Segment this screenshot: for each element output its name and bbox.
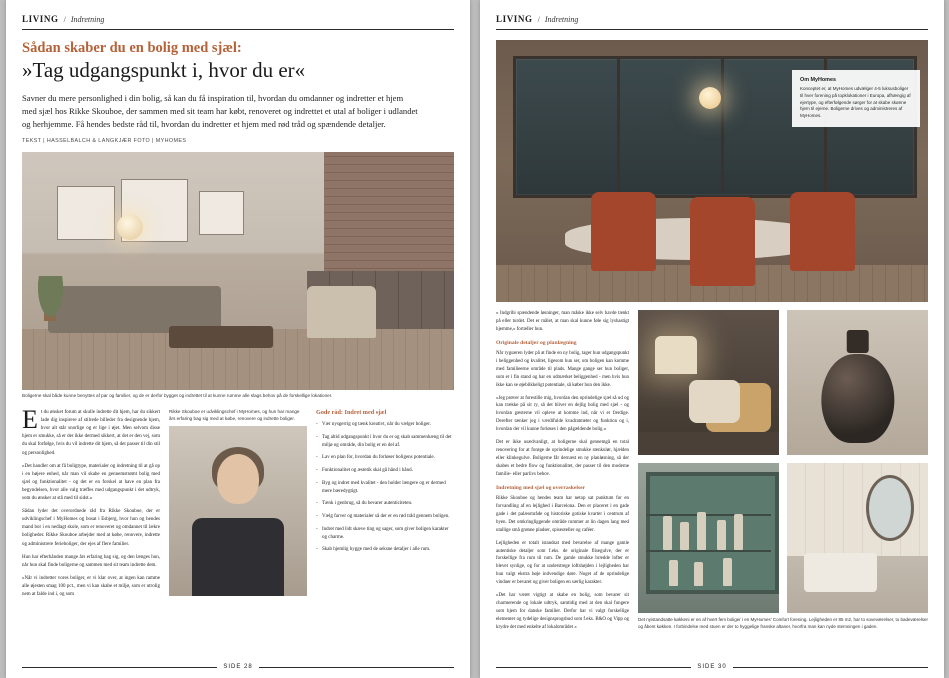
photo-bar-cabinet <box>638 463 779 613</box>
right-columns <box>496 310 928 637</box>
window-mullion-2 <box>721 56 724 192</box>
bottle <box>680 522 689 550</box>
vase-scene <box>787 310 928 455</box>
bottle <box>717 520 726 550</box>
list-item: - Skab hjemlig hygge med de seksne detaljer i alle rum. <box>316 546 454 554</box>
lead-paragraph: » Indgribi spændende løsninger, man måske ikke selv havde tænkt på eller turdet. Det er målet, at man skal kunne føle sig lyshastigt hjemme,« fortæller hun. <box>496 311 629 332</box>
folio-rule-right <box>733 667 928 668</box>
photo-bathroom <box>787 463 928 613</box>
list-item: - Indret med lidt skæve ting og sager, som giver boligen karakter og charme. <box>316 526 454 542</box>
glass <box>694 562 703 586</box>
body-paragraph: Det er ikke usædvanligt, at boligerne skal gennemgå en total renovering for at forøge de oprindelige smukke stenkulør, hjælden eller klinkegulve. Boligerne får dernæst en ny planløsning, så der skabes et bedre flow og funktionalitet, der passer til den moderne familie- eller parlivs behov. <box>496 440 629 477</box>
sink-unit <box>804 553 877 592</box>
bottle <box>697 512 706 550</box>
bedroom-scene <box>638 310 779 455</box>
list-item: - Funktionalitet og æstetik skal gå hånd i hånd. <box>316 467 454 475</box>
glass <box>669 560 678 586</box>
folio-rule-right <box>259 667 454 668</box>
list-item: - Tænk i genbrug, så du bevarer autenticiteten. <box>316 500 454 508</box>
photo-grid <box>638 310 928 613</box>
list-item: - Byg og indret med kvalitet - den holder længere og er dermed mere bæredygtigt. <box>316 480 454 496</box>
shelf-2 <box>646 550 770 552</box>
body-paragraph: »Det har været vigtigt at skabe en bolig, som bevarer sit charmerende og lokale udtryk, samtidig med at den skal fungere som hjem for danske familier. Derfor har vi valgt forskellige elementer og tydelige designsprogsbud som f.eks. B&O og Vipp og krydre det med enkelte af lokalområdet « <box>496 593 629 630</box>
living-room-scene <box>22 152 454 390</box>
callout-text: Konceptet er, at MyHomes udvælger 4-5 luksusboliger til hver forening på topklokationer i Europa, afhængig af ejertype, og efterfølgende sørger for at skabe skønne hjem til ejerne. Boligerne drives og administreres af MyHomes. <box>800 86 911 118</box>
window-mullion-1 <box>617 56 620 192</box>
tips-sidebar <box>316 409 454 604</box>
right-body-column <box>496 310 629 637</box>
running-head-left <box>22 14 454 30</box>
bar-cabinet-scene <box>638 463 779 613</box>
portrait-scene <box>169 426 307 596</box>
body-paragraph: Sådan lyder det overordnede råd fra Rikke Skouboe, der er udviklingschef i MyHomes og bosat i Esbjerg, hvor hun og hendes mand bor i en nedlagt skole, som er renoveret og omdannet til lækre boligheder. Rikke Skouboe arbejder med at købe, renovere, indrette og administrere ferieboliger, der ejes af flere familier. <box>22 509 160 547</box>
pillow-cream <box>689 380 740 424</box>
butterfly-chair <box>307 286 376 338</box>
dining-chair <box>690 197 755 286</box>
hero-photo-living-room <box>22 152 454 390</box>
vase-body <box>821 354 894 444</box>
bathroom-scene <box>787 463 928 613</box>
info-callout-myhomes <box>792 70 920 127</box>
right-page <box>480 0 944 678</box>
wall-lamp <box>655 336 697 374</box>
list-item: - Lav en plan for, hvordan du forløser boligens potentiale. <box>316 454 454 462</box>
standfirst: Savner du mere personlighed i din bolig, så kan du få inspiration til, hvordan du omdanner og indretter et hjem med sjæl hos Rikke Skouboe, der sammen med sit team har købt, renoveret og indrettet et utal af boliger i udlandet og herhjemme. Få hendes bedste råd til, hvordan du indretter et hjem med rød tråd og spændende detaljer. <box>22 92 418 129</box>
list-item: - Tag altid udgangspunkt i hvor du er og skab sammenhæng til det miljø og område, din bolig er en del af. <box>316 434 454 450</box>
page-number: SIDE 30 <box>697 664 727 670</box>
glass <box>723 558 732 586</box>
list-item: - Vær nysgerrig og tænk kreativt, når du vælger boliger. <box>316 421 454 429</box>
body-paragraph: »Når vi indretter vores boliger, er vi klar over, at ingen kan ramme alle øjesten smag 100 pct., men vi kan skabe et miljø, som er utrolig nem at falde ind i, og som <box>22 575 160 597</box>
plant <box>31 276 70 333</box>
body-paragraph: Rikke Skouboe og hendes team har netop sat punktum for en forvandling af en lejlighed i Barcelona. Den er placeret i en gade gade i det palæområde og historiske gotiske kvarter i centrum af byen. Det omkringliggende område rummer at lin dagen lang med utallige små grønne pladser, spiseoteller og caféer. <box>496 495 629 533</box>
list-item: - Vælg farver og materialer så der er en rød tråd gennem boligen. <box>316 513 454 521</box>
body-paragraph: »Det handler om at få boligtype, materialer og indretning til at gå op i en højere enhed, når man vil skabe en gennemstrømt bolig med sjæl og funktionalitet - og det er en forskel at have en plan fra begyndelsen, hvor alle valg træffes med udgangspunkt i det udtryk, som du ønsker at stå med til sidst.« <box>22 463 160 502</box>
dining-chair <box>591 192 656 271</box>
body-paragraph: Lejligheden er totalt istandsat med bevarelse af mange gamle autentiske detaljer som f.eks. de originale flisegulve, der er forskellige fra rum til rum. De gamle smukke brædde lofter er blevet synlige, og for at understrege loftshøjden i lejligheden har hun valgt ekstra høje indvendige døre. Noget af de oprindelige vinduer er bevaret og giver boligen en særlig karakter. <box>496 540 629 586</box>
folio-rule-left <box>22 667 217 668</box>
body-paragraph: Et du ønsket forum at skulle indrette dit hjem, har du sikkert lade dig inspirere af stilrede billeder fra designende hjem, hvor alt står snorlige og er lige i øjet. Men selvom disse hjem er smukke, så er der ikke dermed sikkert, at det er den vej, som du skal forfølge, hvis du vil indrette dit hjem, så det passer til din stil og personlighed. <box>22 405 160 456</box>
body-paragraph: »Jeg prøver at forestille mig, hvordan den oprindelige sjæl så ud og kan trække på sit ry, så det bliver en dejlig bolig med sjæl - og hvordan gæsterne vil opleve at komme ind, når vi er færdige. Derefter tænker jeg i værdifulde kvadratmeter og funktion og i, hvordan der vil kunne forløses i den pågældende bolig.« <box>496 395 629 433</box>
folio-right <box>480 664 944 670</box>
running-head-brand: LIVING <box>496 14 533 24</box>
vase-neck <box>846 330 869 353</box>
body-paragraph: Hun har efterhånden mange års erfaring bag sig, og den længes hun, når hun skal finde boligerne og sammen med sit team indrette dem. <box>22 554 160 568</box>
running-head-section: Indretning <box>70 15 105 24</box>
headboard <box>638 432 779 455</box>
portrait-photo-rikke-skouboe <box>169 426 307 596</box>
wall-art-1 <box>57 186 115 240</box>
running-head-brand: LIVING <box>22 14 59 24</box>
running-head-separator: / <box>63 15 66 24</box>
page-number: SIDE 28 <box>223 664 253 670</box>
hero-photo-dining-room <box>496 40 928 302</box>
left-columns <box>22 405 454 604</box>
left-page <box>6 0 470 678</box>
photo-grid-caption: Det nyistandsatte køkkeni er en af hvert fem boliger i en MyHomes' Comfort forening. Lejligheden er 85 m2, har to soveværelser, to badeværelser og åbent køkken. I forbindelse med stuen er der to hyggelige franske altaner, hvorfra man kan nyde stemningen i gaden. <box>638 617 928 629</box>
bottle <box>734 514 743 550</box>
tips-sidebar-title: Gode råd: Indret med sjæl <box>316 409 387 417</box>
portrait-column <box>169 409 307 604</box>
folio-left <box>6 664 470 670</box>
photo-ceramic-vase <box>787 310 928 455</box>
running-head-section: Indretning <box>544 15 579 24</box>
body-paragraph: Når rygsæren lyder på at finde en ny bolig, tager hun udgangspunkt i beliggenhed og kvalitet, ligesom hun ser, om boligen kan komme med familieerne område til plads. Mange gange ser hun boliger, som er i fin stand og har en udmærket beliggenhed - men hvis hun ikke kan se øjeblikkeligt potentiale, så køber hun den ikke. <box>496 350 629 388</box>
callout-title: Om MyHomes <box>800 77 836 83</box>
page-title: »Tag udgangspunkt i, hvor du er« <box>22 57 306 82</box>
portrait-body <box>192 518 284 596</box>
portrait-caption: Rikke Skouboe er udviklingschef i MyHomes, og hun har mange års erfaring bag sig med at købe, renovere og indrette boliger. <box>169 409 300 421</box>
hero-photo-caption: Boligerne skal både kunne benyttes af par og familier, og de er derfor bygget og indrettet til at kunne rumme alle slags behov på de forskellige lokationer. <box>22 393 333 399</box>
section-heading-1: Originale detaljer og planlægning <box>496 339 577 346</box>
round-mirror <box>866 475 914 541</box>
dining-chair <box>790 192 855 271</box>
photo-bedroom-detail <box>638 310 779 455</box>
body-column-1 <box>22 405 160 604</box>
running-head-separator: / <box>537 15 540 24</box>
portrait-head <box>217 454 259 504</box>
running-head-right <box>496 14 928 30</box>
bottle <box>663 516 672 550</box>
folio-rule-left <box>496 667 691 668</box>
tips-list <box>316 421 454 554</box>
wall-art-3 <box>199 191 244 236</box>
article-kicker: Sådan skaber du en bolig med sjæl: <box>22 40 242 56</box>
byline-credits: TEKST | HASSELBALCH & LANGKJÆR FOTO | MYHOMES <box>22 138 187 145</box>
coffee-table <box>169 326 273 347</box>
section-heading-2: Indretning med sjæl og overraskelser <box>496 484 586 491</box>
